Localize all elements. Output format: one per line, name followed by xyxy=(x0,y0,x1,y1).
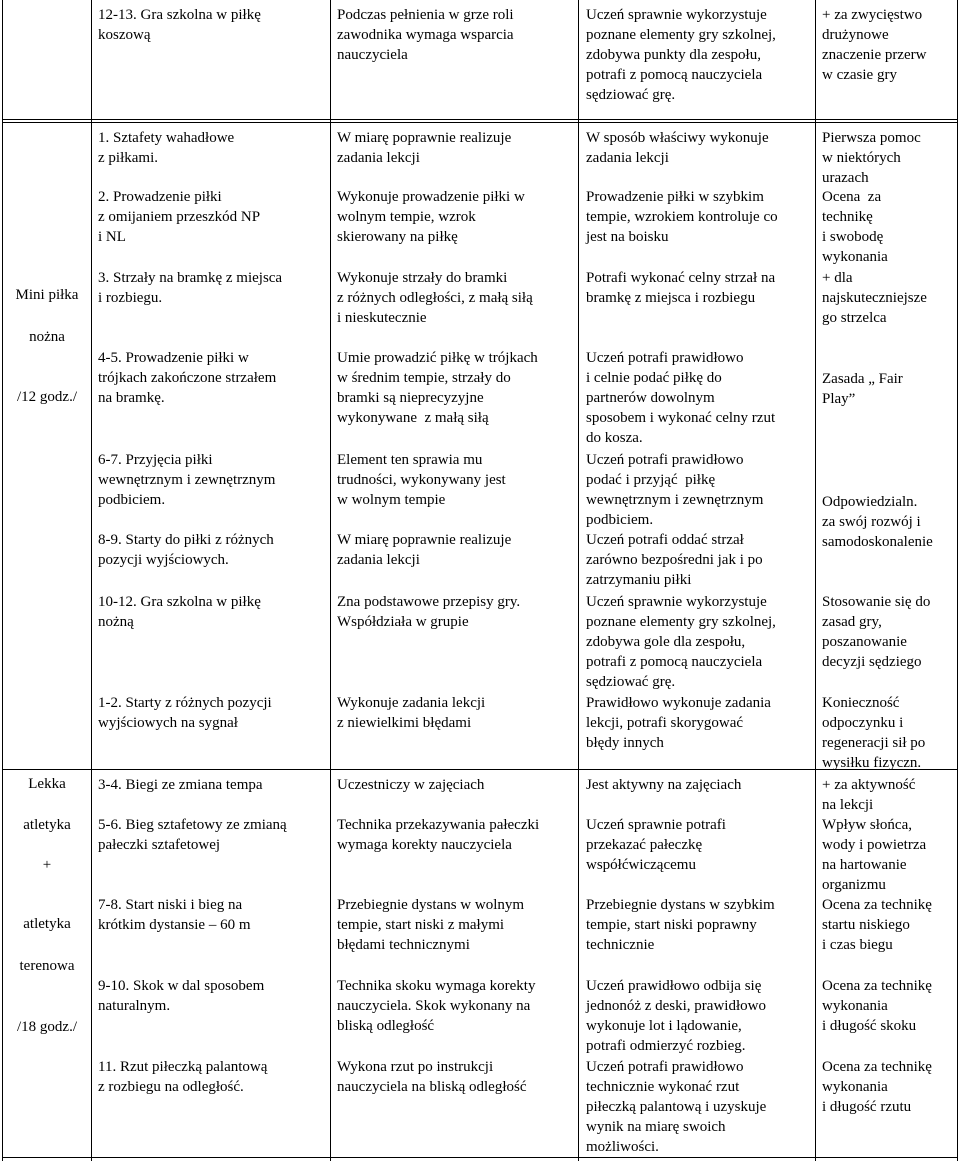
requirement-extended: Potrafi wykonać celny strzał na bramkę z miejsca i rozbiegu xyxy=(586,270,776,306)
requirement-extended: Uczeń potrafi prawidłowo podać i przyjąć piłkę wewnętrznym i zewnętrznym podbiciem. xyxy=(586,452,764,528)
requirement-extended: Jest aktywny na zajęciach xyxy=(586,777,742,793)
section-label-line: atletyka xyxy=(23,817,71,833)
remarks: Pierwsza pomoc w niektórych urazach xyxy=(822,130,921,186)
requirement-extended: Prowadzenie piłki w szybkim tempie, wzrokiem kontroluje co jest na boisku xyxy=(586,189,778,245)
requirement-basic: Wykonuje strzały do bramki z różnych odległości, z małą siłą i nieskutecznie xyxy=(337,270,533,326)
requirement-extended: W sposób właściwy wykonuje zadania lekcji xyxy=(586,130,769,166)
lesson-topic: 6-7. Przyjęcia piłki wewnętrznym i zewnętrznym podbiciem. xyxy=(98,452,276,508)
top-row-remarks: + za zwycięstwo drużynowe znaczenie przerw w czasie gry xyxy=(822,7,927,83)
requirement-basic: W miarę poprawnie realizuje zadania lekcji xyxy=(337,532,512,568)
section-label-line: Lekka xyxy=(28,776,66,792)
section-label-line: nożna xyxy=(29,329,65,345)
requirement-extended: Prawidłowo wykonuje zadania lekcji, potrafi skorygować błędy innych xyxy=(586,695,771,751)
section-label-line: terenowa xyxy=(19,958,75,974)
requirement-extended: Uczeń prawidłowo odbija się jednonóż z deski, prawidłowo wykonuje lot i lądowanie, potrafi odmierzyć rozbieg. xyxy=(586,978,766,1054)
requirement-basic: Przebiegnie dystans w wolnym tempie, start niski z małymi błędami technicznymi xyxy=(337,897,525,953)
requirement-basic: Wykona rzut po instrukcji nauczyciela na bliską odległość xyxy=(337,1059,527,1095)
remarks: Konieczność odpoczynku i regeneracji sił po wysiłku fizyczn. xyxy=(822,695,926,771)
top-row-requirement-extended: Uczeń sprawnie wykorzystuje poznane elementy gry szkolnej, zdobywa punkty dla zespołu, potrafi z pomocą nauczyciela sędziować grę. xyxy=(586,7,776,103)
top-row-requirement-basic: Podczas pełnienia w grze roli zawodnika wymaga wsparcia nauczyciela xyxy=(337,7,514,63)
remarks: Wpływ słońca, wody i powietrza na hartowanie organizmu xyxy=(822,817,927,893)
remarks: + za aktywność na lekcji xyxy=(822,777,916,813)
requirement-extended: Uczeń sprawnie potrafi przekazać pałeczkę współćwiczącemu xyxy=(586,817,726,873)
remarks: Ocena za technikę i swobodę wykonania xyxy=(822,189,888,265)
section-label-line: /18 godz./ xyxy=(17,1019,77,1035)
lesson-topic: 10-12. Gra szkolna w piłkę nożną xyxy=(98,594,261,630)
requirement-extended: Uczeń potrafi oddać strzał zarówno bezpośredni jak i po zatrzymaniu piłki xyxy=(586,532,763,588)
remarks: Stosowanie się do zasad gry, poszanowanie decyzji sędziego xyxy=(822,594,931,670)
section-label-line: + xyxy=(42,857,52,873)
requirement-basic: Uczestniczy w zajęciach xyxy=(337,777,485,793)
requirement-extended: Uczeń potrafi prawidłowo technicznie wykonać rzut piłeczką palantową i uzyskuje wynik na miarę swoich możliwości. xyxy=(586,1059,767,1155)
lesson-topic: 9-10. Skok w dal sposobem naturalnym. xyxy=(98,978,265,1014)
remarks: Zasada „ Fair Play” xyxy=(822,371,903,407)
requirement-basic: Umie prowadzić piłkę w trójkach w średnim tempie, strzały do bramki są nieprecyzyjne wykonywane z małą siłą xyxy=(337,350,538,426)
lesson-topic: 1-2. Starty z różnych pozycji wyjściowych na sygnał xyxy=(98,695,272,731)
requirement-basic: Technika przekazywania pałeczki wymaga korekty nauczyciela xyxy=(337,817,540,853)
requirement-basic: Wykonuje zadania lekcji z niewielkimi błędami xyxy=(337,695,486,731)
remarks: + dla najskuteczniejsze go strzelca xyxy=(822,270,927,326)
lesson-topic: 3-4. Biegi ze zmiana tempa xyxy=(98,777,263,793)
lesson-topic: 1. Sztafety wahadłowe z piłkami. xyxy=(98,130,235,166)
remarks: Odpowiedzialn. za swój rozwój i samodoskonalenie xyxy=(822,494,933,550)
requirement-basic: Technika skoku wymaga korekty nauczyciela. Skok wykonany na bliską odległość xyxy=(337,978,536,1034)
remarks: Ocena za technikę startu niskiego i czas biegu xyxy=(822,897,932,953)
section-label-line: /12 godz./ xyxy=(17,389,77,405)
lesson-topic: 4-5. Prowadzenie piłki w trójkach zakończone strzałem na bramkę. xyxy=(98,350,277,406)
lesson-topic: 11. Rzut piłeczką palantową z rozbiegu na odległość. xyxy=(98,1059,268,1095)
requirement-extended: Przebiegnie dystans w szybkim tempie, start niski poprawny technicznie xyxy=(586,897,775,953)
requirement-basic: W miarę poprawnie realizuje zadania lekcji xyxy=(337,130,512,166)
requirement-extended: Uczeń sprawnie wykorzystuje poznane elementy gry szkolnej, zdobywa gole dla zespołu, potrafi z pomocą nauczyciela sędziować grę. xyxy=(586,594,776,690)
lesson-topic: 5-6. Bieg sztafetowy ze zmianą pałeczki sztafetowej xyxy=(98,817,287,853)
requirement-basic: Wykonuje prowadzenie piłki w wolnym tempie, wzrok skierowany na piłkę xyxy=(337,189,525,245)
lesson-topic: 2. Prowadzenie piłki z omijaniem przeszkód NP i NL xyxy=(98,189,261,245)
requirement-basic: Element ten sprawia mu trudności, wykonywany jest w wolnym tempie xyxy=(337,452,506,508)
lesson-topic: 7-8. Start niski i bieg na krótkim dystansie – 60 m xyxy=(98,897,251,933)
requirement-extended: Uczeń potrafi prawidłowo i celnie podać piłkę do partnerów dowolnym sposobem i wykonać celny rzut do kosza. xyxy=(586,350,776,446)
section-label-line: atletyka xyxy=(23,916,71,932)
remarks: Ocena za technikę wykonania i długość rzutu xyxy=(822,1059,932,1115)
section-label-line: Mini piłka xyxy=(15,287,79,303)
remarks: Ocena za technikę wykonania i długość skoku xyxy=(822,978,932,1034)
lesson-topic: 3. Strzały na bramkę z miejsca i rozbiegu. xyxy=(98,270,283,306)
requirement-basic: Zna podstawowe przepisy gry. Współdziała w grupie xyxy=(337,594,521,630)
lesson-topic: 8-9. Starty do piłki z różnych pozycji wyjściowych. xyxy=(98,532,274,568)
top-row-lesson: 12-13. Gra szkolna w piłkę koszową xyxy=(98,7,261,43)
